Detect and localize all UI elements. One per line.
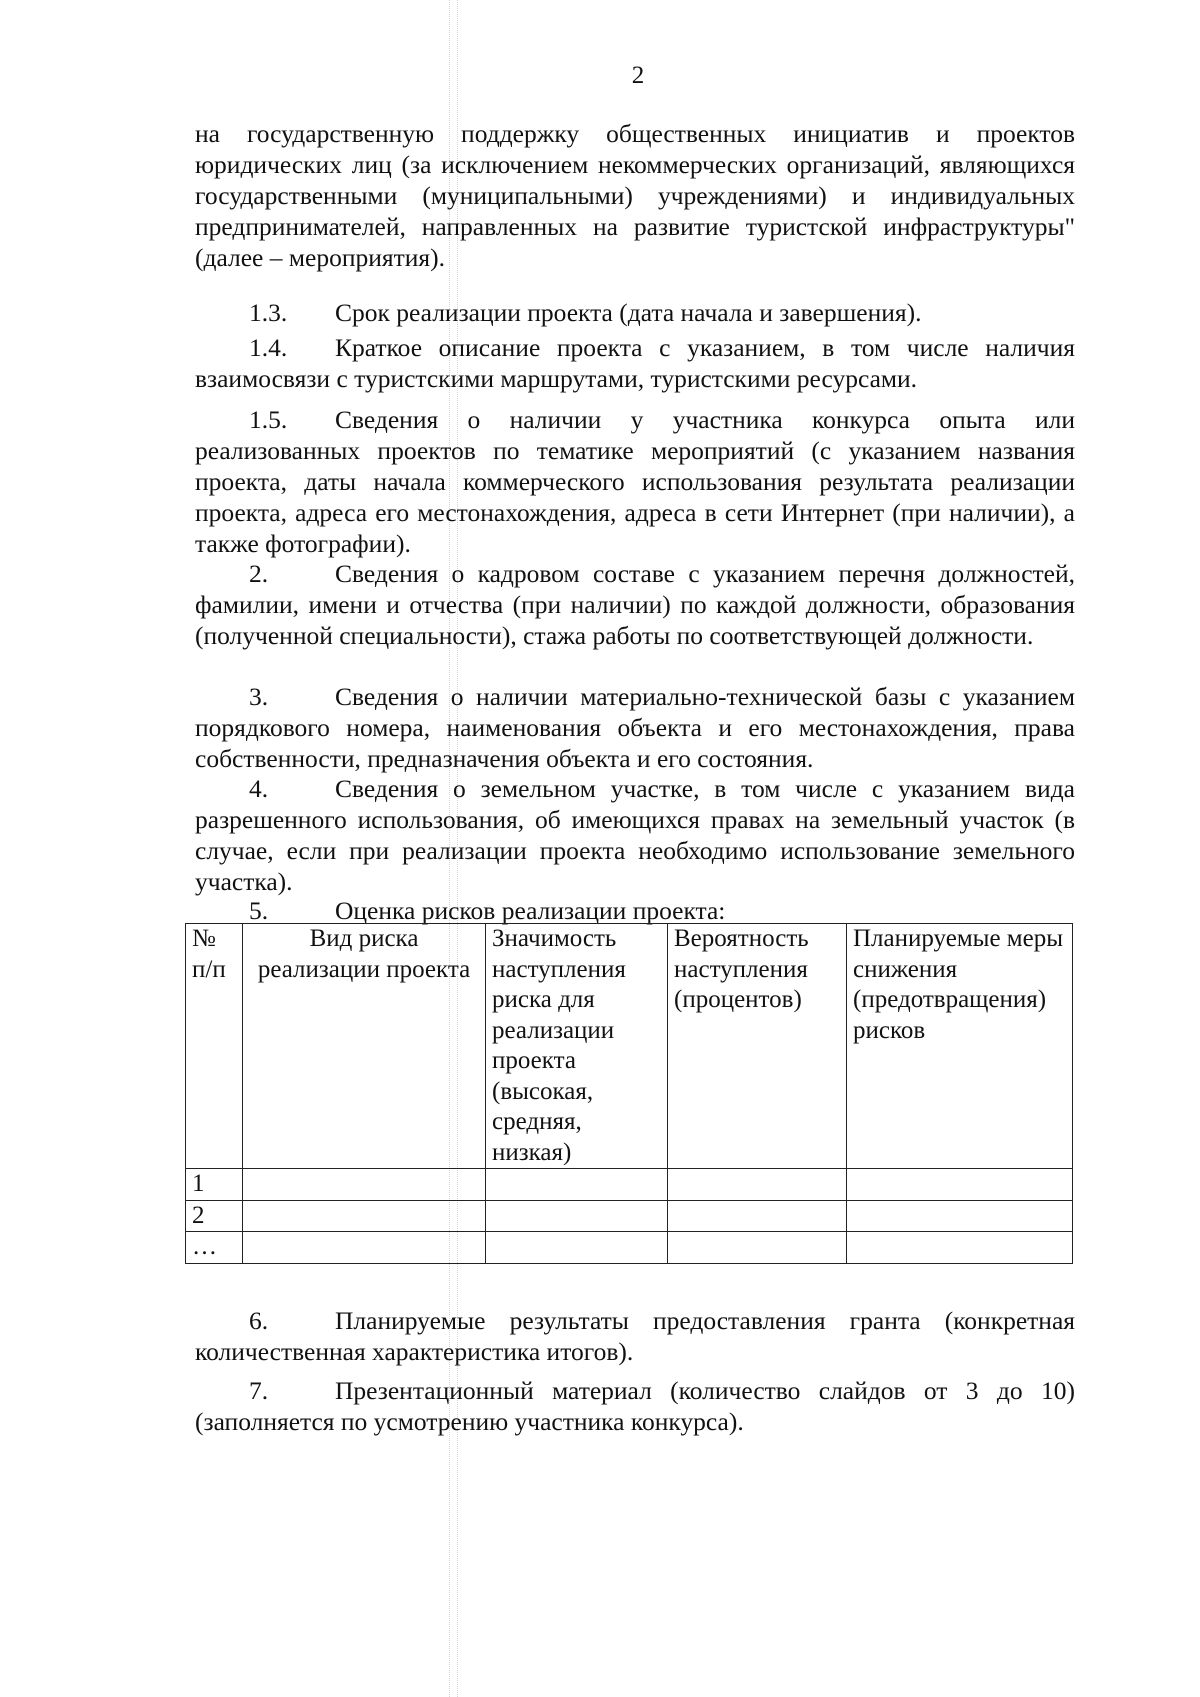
- paragraph-continuation: [195, 118, 1075, 273]
- table-cell: [243, 1169, 486, 1201]
- paragraph-4: [195, 773, 1075, 897]
- paragraph-number: 1.5.: [249, 405, 288, 434]
- table-cell: [486, 1232, 668, 1264]
- paragraph-1-4: [195, 332, 1075, 394]
- paragraph-text: Сведения о земельном участке, в том числе с указанием вида разрешенного использования, об имеющихся правах на земельный участок (в случае, если при реализации проекта необходимо использование земельного участка).: [195, 774, 1075, 896]
- header-significance: Значимость наступления риска для реализации проекта (высокая, средняя, низкая): [486, 924, 668, 1169]
- paragraph-text: Сведения о наличии материально-технической базы с указанием порядкового номера, наименования объекта и его местонахождения, права собственности, предназначения объекта и его состояния.: [195, 682, 1075, 773]
- table-cell: [668, 1232, 847, 1264]
- paragraph-text: Срок реализации проекта (дата начала и завершения).: [335, 298, 922, 327]
- paragraph-text: на государственную поддержку общественных инициатив и проектов юридических лиц (за исключением некоммерческих организаций, являющихся государственными (муниципальными) учреждениями) и индивидуальных предпринимателей, направленных на развитие туристской инфраструктуры" (далее – мероприятия).: [195, 119, 1075, 272]
- paragraph-text: Сведения о наличии у участника конкурса опыта или реализованных проектов по тематике мероприятий (с указанием названия проекта, даты начала коммерческого использования результата реализации проекта, адреса его местонахождения, адреса в сети Интернет (при наличии), а также фотографии).: [195, 405, 1075, 558]
- table-cell: [486, 1200, 668, 1232]
- paragraph-number: 6.: [249, 1306, 269, 1335]
- paragraph-5: [195, 895, 1075, 926]
- row-number: 1: [186, 1169, 243, 1201]
- paragraph-text: Краткое описание проекта с указанием, в том числе наличия взаимосвязи с туристскими маршрутами, туристскими ресурсами.: [195, 333, 1075, 393]
- table-row: [186, 1169, 1073, 1201]
- paragraph-text: Планируемые результаты предоставления гранта (конкретная количественная характеристика итогов).: [195, 1306, 1075, 1366]
- table-cell: [243, 1200, 486, 1232]
- table-row: [186, 1232, 1073, 1264]
- table-row: [186, 1200, 1073, 1232]
- header-measures: Планируемые меры снижения (предотвращения) рисков: [847, 924, 1073, 1169]
- paragraph-2: [195, 558, 1075, 651]
- table-cell: [847, 1169, 1073, 1201]
- page-number: 2: [631, 62, 645, 89]
- paragraph-1-5: [195, 404, 1075, 559]
- paragraph-6: [195, 1305, 1075, 1367]
- paragraph-1-3: [195, 297, 1075, 328]
- paragraph-text: Сведения о кадровом составе с указанием перечня должностей, фамилии, имени и отчества (при наличии) по каждой должности, образования (полученной специальности), стажа работы по соответствующей должности.: [195, 559, 1075, 650]
- risk-assessment-table: [185, 923, 1073, 1264]
- paragraph-7: [195, 1375, 1075, 1437]
- table-header-row: [186, 924, 1073, 1169]
- table-cell: [847, 1200, 1073, 1232]
- paragraph-number: 1.4.: [249, 333, 288, 362]
- paragraph-number: 5.: [249, 896, 269, 925]
- paragraph-3: [195, 681, 1075, 774]
- header-num: № п/п: [186, 924, 243, 1169]
- table-cell: [486, 1169, 668, 1201]
- table-cell: [668, 1169, 847, 1201]
- paragraph-number: 7.: [249, 1376, 269, 1405]
- table-cell: [668, 1200, 847, 1232]
- table-cell: [847, 1232, 1073, 1264]
- paragraph-text: Презентационный материал (количество слайдов от 3 до 10) (заполняется по усмотрению участника конкурса).: [195, 1376, 1075, 1436]
- header-risk-type: Вид риска реализации проекта: [243, 924, 486, 1169]
- paragraph-number: 3.: [249, 682, 269, 711]
- header-probability: Вероятность наступления (процентов): [668, 924, 847, 1169]
- paragraph-number: 1.3.: [249, 298, 288, 327]
- row-number: …: [186, 1232, 243, 1264]
- row-number: 2: [186, 1200, 243, 1232]
- paragraph-number: 2.: [249, 559, 269, 588]
- paragraph-text: Оценка рисков реализации проекта:: [335, 896, 726, 925]
- table-cell: [243, 1232, 486, 1264]
- paragraph-number: 4.: [249, 774, 269, 803]
